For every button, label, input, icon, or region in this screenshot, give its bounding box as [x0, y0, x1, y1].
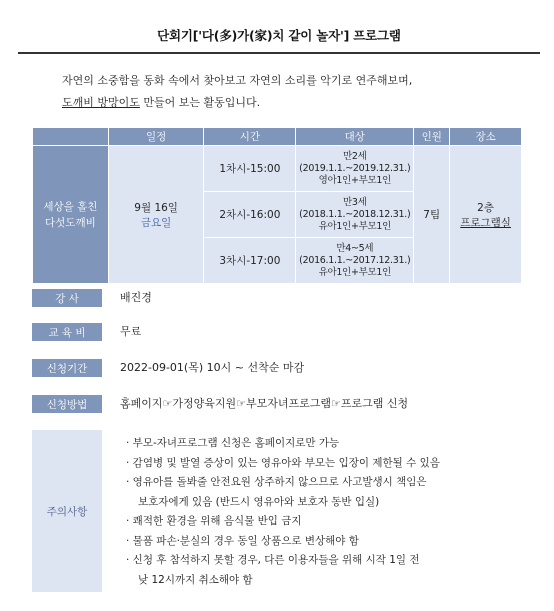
date-cell	[108, 146, 204, 284]
time-cell: 3차시-17:00	[204, 238, 296, 284]
time-cell: 1차시-15:00	[204, 146, 296, 192]
schedule-header-blank	[33, 128, 109, 146]
method-label: 신청방법	[32, 395, 102, 413]
target-range: (2019.1.1.~2019.12.31.)	[299, 162, 411, 174]
location-room: 프로그램실	[460, 216, 511, 229]
intro-line-2	[62, 92, 522, 114]
program-name-cell	[33, 146, 109, 284]
intro-line-2-rest: 만들어 보는 활동입니다.	[139, 96, 261, 109]
schedule-table	[32, 127, 522, 284]
target-cell	[296, 146, 414, 192]
capacity-cell: 7팀	[414, 146, 450, 284]
intro-paragraph	[62, 70, 522, 114]
table-row	[33, 146, 522, 192]
notes-item: · 신청 후 참석하지 못할 경우, 다른 이용자들을 위해 시작 1일 전	[126, 554, 420, 566]
notes-label: 주의사항	[32, 430, 102, 592]
fee-value: 무료	[120, 325, 142, 338]
instructor-value: 배진경	[120, 291, 152, 304]
intro-line-1: 자연의 소중함을 동화 속에서 찾아보고 자연의 소리를 악기로 연주해보며,	[62, 74, 413, 87]
program-name-line-1: 세상을 홀친	[43, 200, 98, 213]
target-range: (2016.1.1.~2017.12.31.)	[299, 254, 411, 266]
schedule-header-time: 시간	[204, 128, 296, 146]
target-range: (2018.1.1.~2018.12.31.)	[299, 208, 411, 220]
document-title-area	[18, 26, 540, 44]
notes-item: · 영유아를 돌봐줄 안전요원 상주하지 않으므로 사고발생시 책임은	[126, 476, 427, 488]
target-people: 유아1인+부모1인	[318, 266, 391, 278]
location-floor: 2층	[477, 201, 494, 214]
notes-list	[108, 430, 522, 590]
target-cell	[296, 192, 414, 238]
document-title: 단회기['다(多)가(家)치 같이 놀자'] 프로그램	[157, 28, 401, 43]
schedule-header-date: 일정	[108, 128, 204, 146]
target-age: 만4~5세	[336, 242, 374, 254]
location-cell	[450, 146, 522, 284]
target-cell	[296, 238, 414, 284]
notes-item: · 감염병 및 발열 증상이 있는 영유아와 부모는 입장이 제한될 수 있음	[126, 456, 440, 469]
notes-item: · 쾌적한 환경을 위해 음식물 반입 금지	[126, 515, 302, 527]
date-text: 9월 16일	[134, 201, 178, 214]
schedule-header-row	[33, 128, 522, 146]
schedule-header-capacity: 인원	[414, 128, 450, 146]
time-cell: 2차시-16:00	[204, 192, 296, 238]
notes-item: · 물품 파손·분실의 경우 동일 상품으로 변상해야 함	[126, 534, 359, 547]
notes-box	[108, 430, 522, 592]
instructor-label: 강 사	[32, 289, 102, 307]
target-people: 영아1인+부모1인	[318, 174, 391, 186]
schedule-header-target: 대상	[296, 128, 414, 146]
method-value: 홈페이지☞가정양육지원☞부모자녀프로그램☞프로그램 신청	[120, 397, 409, 410]
target-age: 만3세	[343, 196, 367, 208]
intro-underlined-text: 도깨비 방망이도	[62, 96, 140, 109]
target-age: 만2세	[343, 150, 367, 162]
weekday-text: 금요일	[140, 216, 172, 229]
program-name-line-2: 다섯도깨비	[45, 216, 96, 229]
schedule-header-location: 장소	[450, 128, 522, 146]
target-people: 유아1인+부모1인	[318, 220, 391, 232]
notes-item: 낮 12시까지 취소해야 함	[138, 573, 253, 586]
fee-label: 교 육 비	[32, 323, 102, 341]
title-divider	[18, 52, 540, 54]
notes-item: 보호자에게 있음 (반드시 영유아와 보호자 동반 입실)	[138, 495, 380, 508]
period-label: 신청기간	[32, 359, 102, 377]
period-value: 2022-09-01(목) 10시 ~ 선착순 마감	[120, 361, 305, 374]
notes-item: · 부모-자녀프로그램 신청은 홈페이지로만 가능	[126, 437, 340, 449]
